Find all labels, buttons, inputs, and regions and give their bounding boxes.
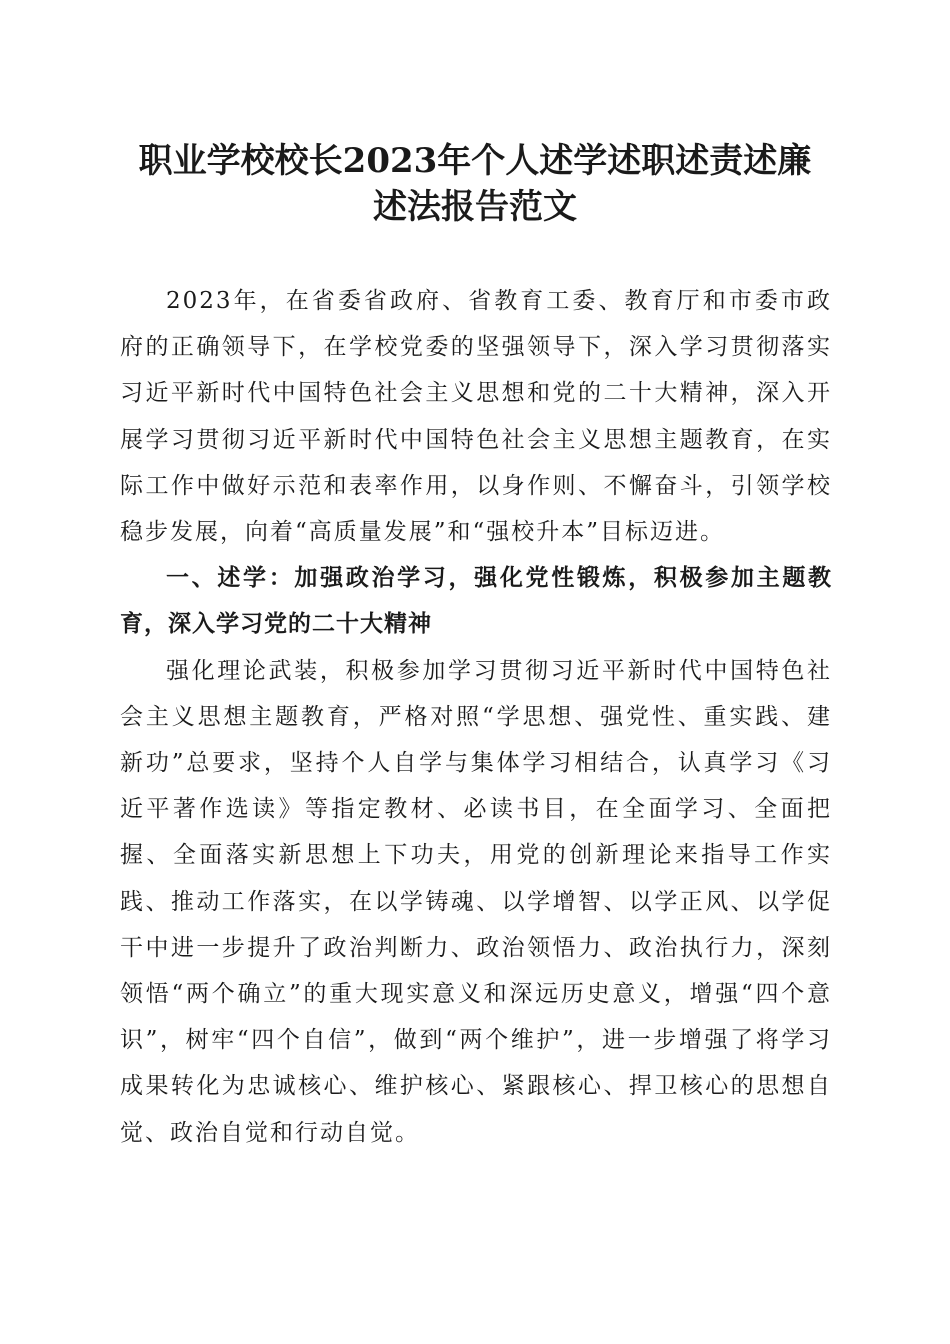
title-line-2: 述法报告范文 (373, 187, 577, 227)
document-body (120, 278, 832, 1156)
section-1-paragraph: 强化理论武装，积极参加学习贯彻习近平新时代中国特色社会主义思想主题教育，严格对照“学思想、强党性、重实践、建新功”总要求，坚持个人自学与集体学习相结合，认真学习《习近平著作选读》等指定教材、必读书目，在全面学习、全面把握、全面落实新思想上下功夫，用党的创新理论来指导工作实践、推动工作落实，在以学铸魂、以学增智、以学正风、以学促干中进一步提升了政治判断力、政治领悟力、政治执行力，深刻领悟“两个确立”的重大现实意义和深远历史意义，增强“四个意识”，树牢“四个自信”，做到“两个维护”，进一步增强了将学习成果转化为忠诚核心、维护核心、紧跟核心、捍卫核心的思想自觉、政治自觉和行动自觉。 (120, 657, 832, 1146)
section-heading-1: 一、述学：加强政治学习，强化党性锻炼，积极参加主题教育，深入学习党的二十大精神 (120, 565, 832, 638)
title-line-1: 职业学校校长2023年个人述学述职述责述廉 (138, 141, 812, 181)
intro-paragraph: 2023年，在省委省政府、省教育工委、教育厅和市委市政府的正确领导下，在学校党委的坚强领导下，深入学习贯彻落实习近平新时代中国特色社会主义思想和党的二十大精神，深入开展学习贯彻习近平新时代中国特色社会主义思想主题教育，在实际工作中做好示范和表率作用，以身作则、不懈奋斗，引领学校稳步发展，向着“高质量发展”和“强校升本”目标迈进。 (120, 288, 832, 546)
document-title (100, 138, 850, 230)
